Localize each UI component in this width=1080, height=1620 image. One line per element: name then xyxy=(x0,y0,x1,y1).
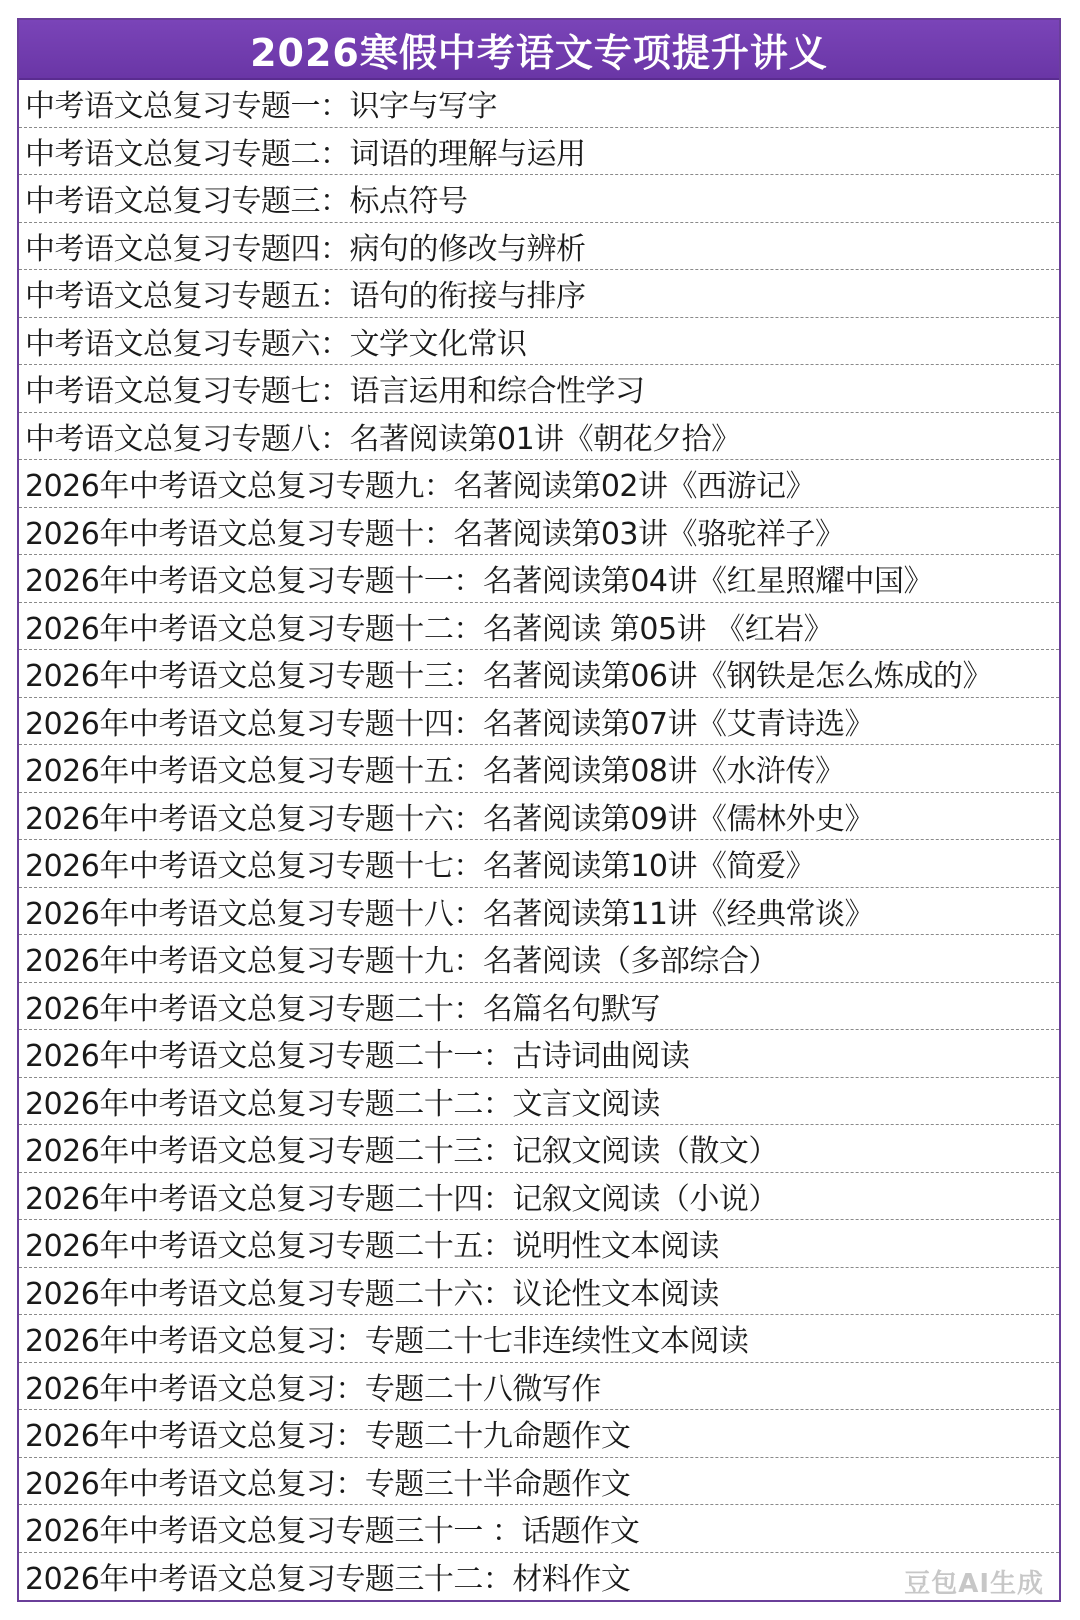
topic-row xyxy=(19,413,1059,461)
topic-row-text: 2026年中考语文总复习专题九：名著阅读第02讲《西游记》 xyxy=(25,469,816,505)
topic-row-text: 2026年中考语文总复习专题二十三：记叙文阅读（散文） xyxy=(25,1134,778,1170)
topic-row-text: 2026年中考语文总复习专题二十：名篇名句默写 xyxy=(25,991,660,1027)
topic-row xyxy=(19,1315,1059,1363)
topic-row xyxy=(19,1458,1059,1506)
topic-row xyxy=(19,1173,1059,1221)
topic-row-text: 2026年中考语文总复习专题十二：名著阅读 第05讲 《红岩》 xyxy=(25,611,834,647)
topic-row xyxy=(19,650,1059,698)
topic-row-text: 2026年中考语文总复习专题十八：名著阅读第11讲《经典常谈》 xyxy=(25,896,875,932)
topic-row-text: 2026年中考语文总复习：专题三十半命题作文 xyxy=(25,1466,631,1502)
topic-row-text: 2026年中考语文总复习专题十七：名著阅读第10讲《简爱》 xyxy=(25,849,816,885)
topic-row-text: 中考语文总复习专题八：名著阅读第01讲《朝花夕拾》 xyxy=(25,421,741,457)
topic-row-text: 2026年中考语文总复习：专题二十九命题作文 xyxy=(25,1419,631,1455)
topic-row-text: 2026年中考语文总复习专题二十五：说明性文本阅读 xyxy=(25,1229,719,1265)
topic-row-text: 中考语文总复习专题一：识字与写字 xyxy=(25,89,497,125)
topic-row-text: 2026年中考语文总复习专题二十四：记叙文阅读（小说） xyxy=(25,1181,778,1217)
topic-row-text: 2026年中考语文总复习专题十九：名著阅读（多部综合） xyxy=(25,944,778,980)
topic-row-text: 中考语文总复习专题七：语言运用和综合性学习 xyxy=(25,374,645,410)
topic-row xyxy=(19,935,1059,983)
topic-row-text: 中考语文总复习专题四：病句的修改与辨析 xyxy=(25,231,586,267)
title-bar xyxy=(19,20,1059,80)
topic-row xyxy=(19,840,1059,888)
topic-row xyxy=(19,1363,1059,1411)
topic-row xyxy=(19,270,1059,318)
page-title: 2026寒假中考语文专项提升讲义 xyxy=(250,30,828,75)
topic-row-text: 中考语文总复习专题三：标点符号 xyxy=(25,184,468,220)
topic-row-text: 2026年中考语文总复习专题十六：名著阅读第09讲《儒林外史》 xyxy=(25,801,875,837)
topic-row-text: 2026年中考语文总复习专题二十六：议论性文本阅读 xyxy=(25,1276,719,1312)
topic-row xyxy=(19,1125,1059,1173)
topic-row xyxy=(19,1220,1059,1268)
topic-row xyxy=(19,983,1059,1031)
topic-row xyxy=(19,1505,1059,1553)
topic-row-text: 2026年中考语文总复习专题三十一 ：话题作文 xyxy=(25,1514,640,1550)
ai-watermark: 豆包AI生成 xyxy=(904,1569,1044,1599)
topic-row-text: 2026年中考语文总复习专题十：名著阅读第03讲《骆驼祥子》 xyxy=(25,516,845,552)
topic-row xyxy=(19,888,1059,936)
topic-row-text: 2026年中考语文总复习专题二十一：古诗词曲阅读 xyxy=(25,1039,690,1075)
topic-row xyxy=(19,128,1059,176)
topic-row xyxy=(19,175,1059,223)
topic-row xyxy=(19,223,1059,271)
topic-row xyxy=(19,1078,1059,1126)
topic-row xyxy=(19,1553,1059,1601)
topic-row-text: 中考语文总复习专题二：词语的理解与运用 xyxy=(25,136,586,172)
topic-row xyxy=(19,698,1059,746)
topic-row-text: 2026年中考语文总复习专题十四：名著阅读第07讲《艾青诗选》 xyxy=(25,706,875,742)
topic-row xyxy=(19,508,1059,556)
topic-row-text: 2026年中考语文总复习专题十一：名著阅读第04讲《红星照耀中国》 xyxy=(25,564,934,600)
topic-row xyxy=(19,555,1059,603)
topic-row xyxy=(19,603,1059,651)
topic-row-text: 2026年中考语文总复习：专题二十七非连续性文本阅读 xyxy=(25,1324,749,1360)
topic-row-text: 2026年中考语文总复习：专题二十八微写作 xyxy=(25,1371,601,1407)
topic-row-text: 中考语文总复习专题五：语句的衔接与排序 xyxy=(25,279,586,315)
topic-row-text: 2026年中考语文总复习专题三十二：材料作文 xyxy=(25,1562,631,1598)
topic-row xyxy=(19,365,1059,413)
topic-row-text: 2026年中考语文总复习专题二十二：文言文阅读 xyxy=(25,1086,660,1122)
topic-row xyxy=(19,318,1059,366)
topic-row xyxy=(19,1268,1059,1316)
topic-list-sheet xyxy=(17,18,1061,1602)
topic-row xyxy=(19,1030,1059,1078)
topic-row xyxy=(19,80,1059,128)
topic-row xyxy=(19,1410,1059,1458)
topic-row xyxy=(19,793,1059,841)
topic-row-text: 2026年中考语文总复习专题十五：名著阅读第08讲《水浒传》 xyxy=(25,754,845,790)
topic-rows xyxy=(19,80,1059,1600)
topic-row xyxy=(19,745,1059,793)
topic-row-text: 2026年中考语文总复习专题十三：名著阅读第06讲《钢铁是怎么炼成的》 xyxy=(25,659,993,695)
topic-row-text: 中考语文总复习专题六：文学文化常识 xyxy=(25,326,527,362)
topic-row xyxy=(19,460,1059,508)
